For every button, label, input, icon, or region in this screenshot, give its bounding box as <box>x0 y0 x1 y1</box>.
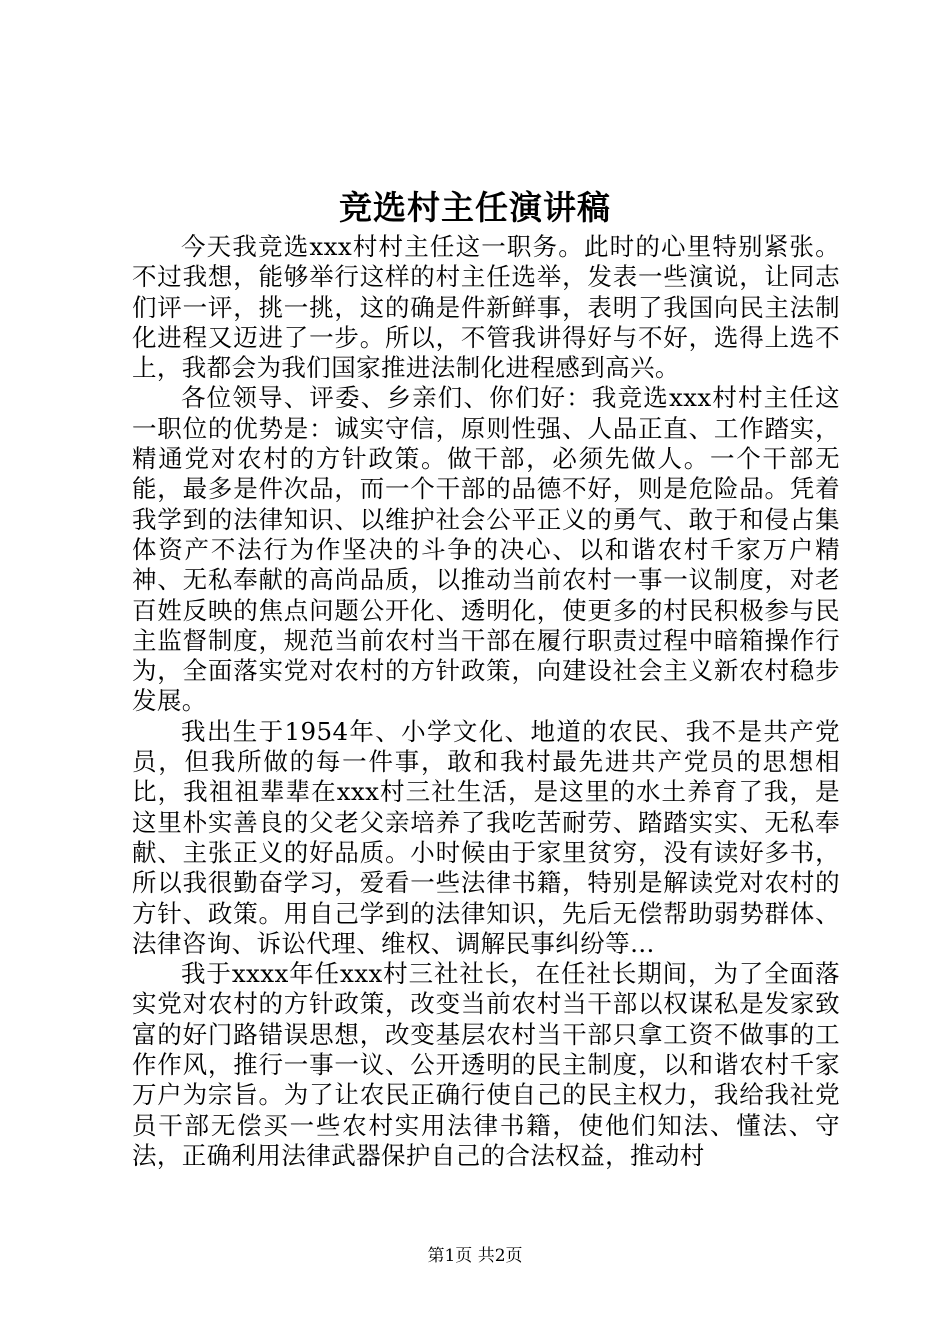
paragraph-4: 我于xxxx年任xxx村三社社长，在任社长期间，为了全面落实党对农村的方针政策，改变当前农村当干部以权谋私是发家致富的好门路错误思想，改变基层农村当干部只拿工资不做事的工作作风，推行一事一议、公开透明的民主制度，以和谐农村千家万户为宗旨。为了让农民正确行使自己的民主权力，我给我社党员干部无偿买一些农村实用法律书籍，使他们知法、懂法、守法，正确利用法律武器保护自己的合法权益，推动村 <box>132 959 840 1170</box>
document-body <box>132 232 840 1171</box>
paragraph-3: 我出生于1954年、小学文化、地道的农民、我不是共产党员，但我所做的每一件事，敢和我村最先进共产党员的思想相比，我祖祖辈辈在xxx村三社生活，是这里的水土养育了我，是这里朴实善良的父老父亲培养了我吃苦耐劳、踏踏实实、无私奉献、主张正义的好品质。小时候由于家里贫穷，没有读好多书，所以我很勤奋学习，爱看一些法律书籍，特别是解读党对农村的方针、政策。用自己学到的法律知识，先后无偿帮助弱势群体、法律咨询、诉讼代理、维权、调解民事纠纷等… <box>132 716 840 958</box>
paragraph-2: 各位领导、评委、乡亲们、你们好：我竞选xxx村村主任这一职位的优势是：诚实守信，原则性强、人品正直、工作踏实，精通党对农村的方针政策。做干部，必须先做人。一个干部无能，最多是件次品，而一个干部的品德不好，则是危险品。凭着我学到的法律知识、以维护社会公平正义的勇气、敢于和侵占集体资产不法行为作坚决的斗争的决心、以和谐农村千家万户精神、无私奉献的高尚品质，以推动当前农村一事一议制度，对老百姓反映的焦点问题公开化、透明化，使更多的村民积极参与民主监督制度，规范当前农村当干部在履行职责过程中暗箱操作行为，全面落实党对农村的方针政策，向建设社会主义新农村稳步发展。 <box>132 383 840 716</box>
page-footer: 第1页 共2页 <box>427 1246 523 1266</box>
document-title: 竞选村主任演讲稿 <box>339 188 611 227</box>
paragraph-1: 今天我竞选xxx村村主任这一职务。此时的心里特别紧张。不过我想，能够举行这样的村主任选举，发表一些演说，让同志们评一评，挑一挑，这的确是件新鲜事，表明了我国向民主法制化进程又迈进了一步。所以，不管我讲得好与不好，选得上选不上，我都会为我们国家推进法制化进程感到高兴。 <box>132 232 840 383</box>
